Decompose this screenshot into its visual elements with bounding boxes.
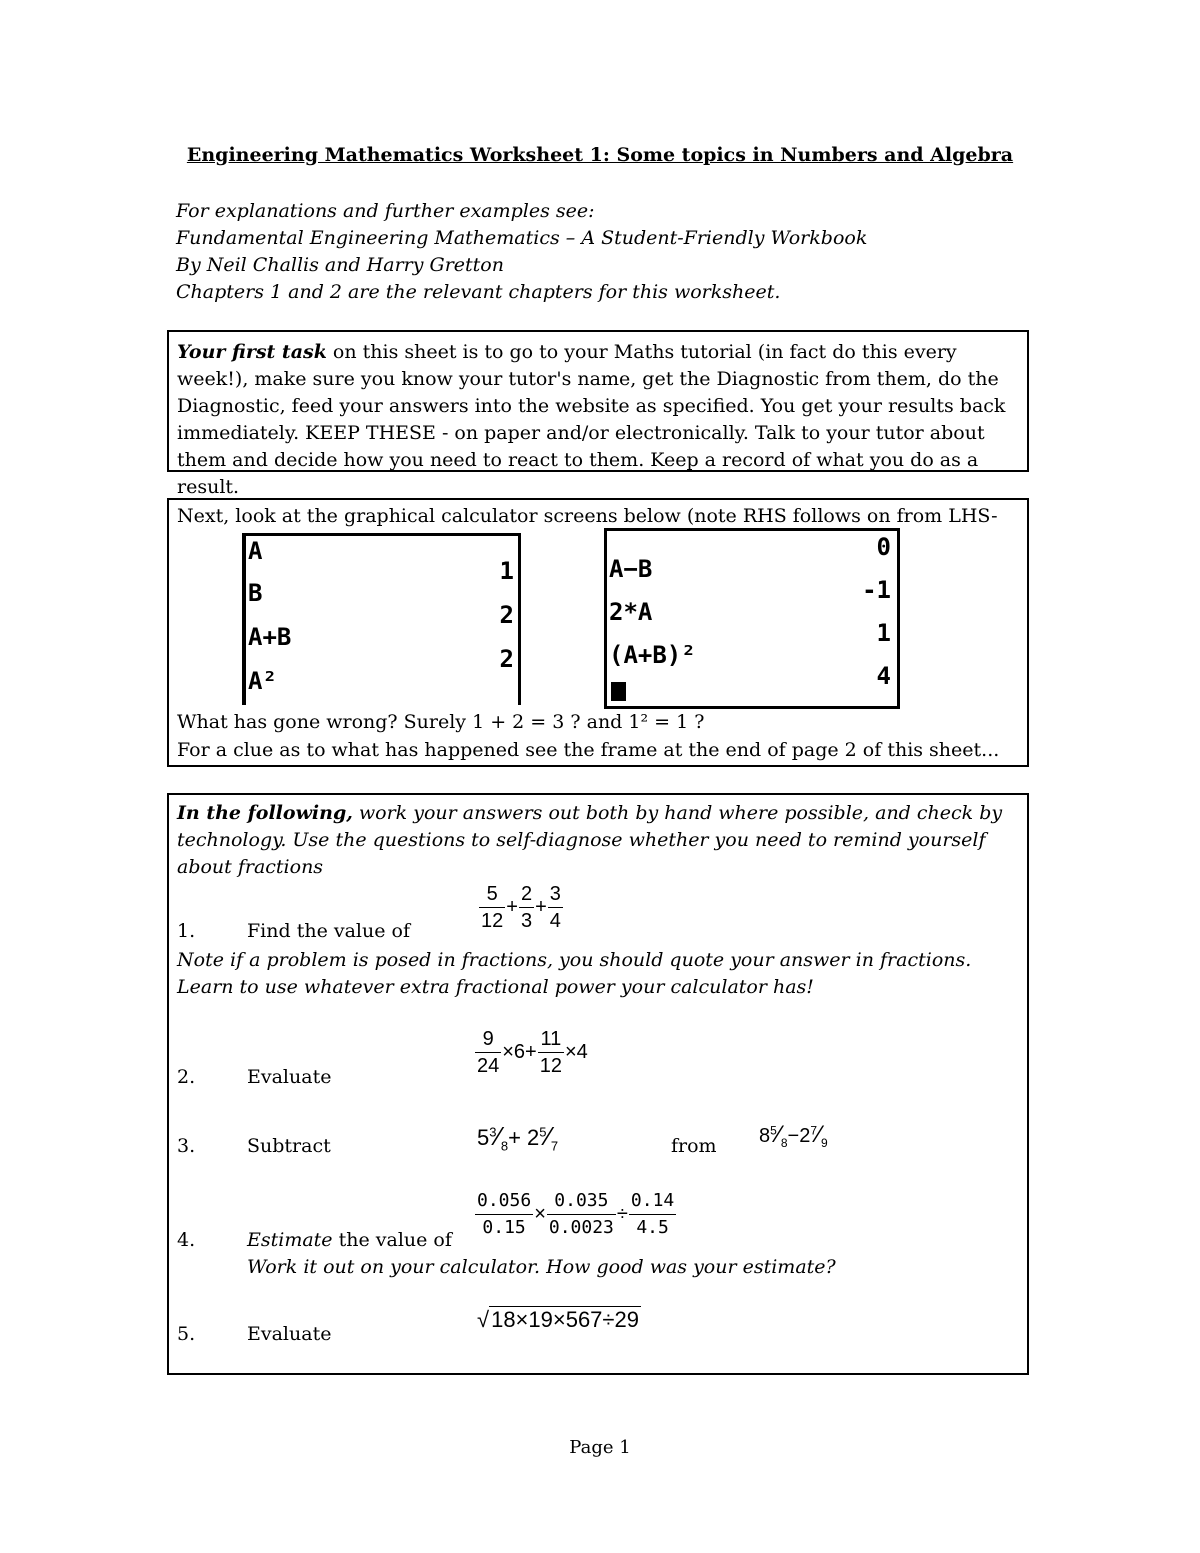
- q3-number: 3.: [177, 1135, 196, 1157]
- exercises-intro: [177, 800, 1021, 881]
- screen-result: -1: [862, 576, 891, 604]
- q5-label: Evaluate: [247, 1323, 332, 1345]
- first-task-text: on this sheet is to go to your Maths tutorial (in fact do this every week!), make sure you know your tutor's name, get the Diagnostic from them, do the Diagnostic, feed your answers into the website as specified. You get your results back immediately. KEEP THESE - on paper and/or electronically. Talk to your tutor about them and decide how you need to react to them. Keep a record of what you do as a result.: [177, 341, 1006, 498]
- q5-number: 5.: [177, 1323, 196, 1345]
- q3-label: Subtract: [247, 1135, 331, 1157]
- calculator-question: What has gone wrong? Surely 1 + 2 = 3 ? and 1² = 1 ?: [177, 711, 705, 733]
- left-calculator-screen: [242, 533, 522, 705]
- q1-expression: $\frac{5}{12}$ + $\frac{2}{3}$ + $\frac{3}{4}$: [481, 883, 561, 932]
- fraction: $\frac{2}{3}$: [520, 883, 533, 932]
- q3-from: from: [671, 1135, 717, 1157]
- q1-note: Note if a problem is posed in fractions, you should quote your answer in fractions. Learn to use whatever extra fractional power your calculator has!: [177, 949, 972, 998]
- ref-line: By Neil Challis and Harry Gretton: [176, 254, 504, 276]
- right-calculator-screen: [604, 528, 900, 709]
- screen-result: 1: [499, 557, 514, 585]
- q5-expression: √18×19×567÷29: [477, 1307, 639, 1332]
- fraction: $\frac{0.056}{0.15}$: [477, 1190, 532, 1238]
- screen-result: 0: [876, 533, 891, 561]
- q3-second-expression: $8^5⁄_8-2^7⁄_9$: [759, 1121, 828, 1150]
- ref-line: Fundamental Engineering Mathematics – A Student-Friendly Workbook: [176, 227, 868, 249]
- screen-line: B: [248, 579, 263, 607]
- screen-result: 2: [499, 601, 514, 629]
- calculator-clue: For a clue as to what has happened see the frame at the end of page 2 of this sheet...: [177, 739, 1000, 761]
- q4-label: Estimate the value of: [247, 1229, 452, 1251]
- q2-label: Evaluate: [247, 1066, 332, 1088]
- q1-label: Find the value of: [247, 920, 410, 942]
- calculator-intro: Next, look at the graphical calculator screens below (note RHS follows on from LHS-: [177, 505, 998, 527]
- fraction: $\frac{0.035}{0.0023}$: [548, 1190, 614, 1238]
- first-task-lead: Your first task: [177, 341, 327, 363]
- fraction: $\frac{5}{12}$: [481, 883, 504, 932]
- screen-line: A−B: [609, 555, 653, 583]
- screen-result: 4: [876, 662, 891, 690]
- screen-result: 2: [499, 645, 514, 673]
- ref-line: For explanations and further examples see:: [176, 200, 595, 222]
- fraction: $\frac{9}{24}$: [477, 1028, 500, 1077]
- q4-note: Work it out on your calculator. How good was your estimate?: [247, 1256, 836, 1278]
- fraction: $\frac{11}{12}$: [539, 1028, 562, 1077]
- q1-number: 1.: [177, 920, 196, 942]
- screen-line: A+B: [248, 623, 292, 651]
- exercises-intro-text: work your answers out both by hand where possible, and check by technology. Use the questions to self-diagnose whether you need to remind yourself about fractions: [177, 802, 1003, 878]
- exercises-box: [167, 793, 1029, 1375]
- reference-block: [176, 198, 867, 306]
- calculator-box: [167, 498, 1029, 767]
- first-task-box: [167, 330, 1029, 498]
- q3-first-expression: $5^3⁄_8+$ $2^5⁄_7$: [477, 1121, 559, 1154]
- page-number: Page 1: [569, 1437, 631, 1458]
- fraction: $\frac{3}{4}$: [549, 883, 561, 932]
- fraction: $\frac{0.14}{4.5}$: [630, 1190, 675, 1238]
- exercises-intro-lead: In the following,: [177, 802, 353, 824]
- q4-number: 4.: [177, 1229, 196, 1251]
- q2-expression: $\frac{9}{24}$ ×6+ $\frac{11}{12}$ ×4: [477, 1028, 588, 1077]
- screen-line: 2*A: [609, 598, 653, 626]
- screen-line: A²: [248, 667, 277, 695]
- ref-line: Chapters 1 and 2 are the relevant chapters for this worksheet.: [176, 281, 781, 303]
- q4-expression: $\frac{0.056}{0.15}$ × $\frac{0.035}{0.0023}$ ÷ $\frac{0.14}{4.5}$: [475, 1188, 676, 1241]
- worksheet-title: Engineering Mathematics Worksheet 1: Some topics in Numbers and Algebra: [186, 144, 1014, 166]
- q2-number: 2.: [177, 1066, 196, 1088]
- cursor-block-icon: [611, 682, 626, 701]
- square-root-icon: √: [477, 1307, 490, 1332]
- screen-result: 1: [876, 619, 891, 647]
- screen-line: (A+B)²: [609, 641, 696, 669]
- screen-line: A: [248, 537, 263, 565]
